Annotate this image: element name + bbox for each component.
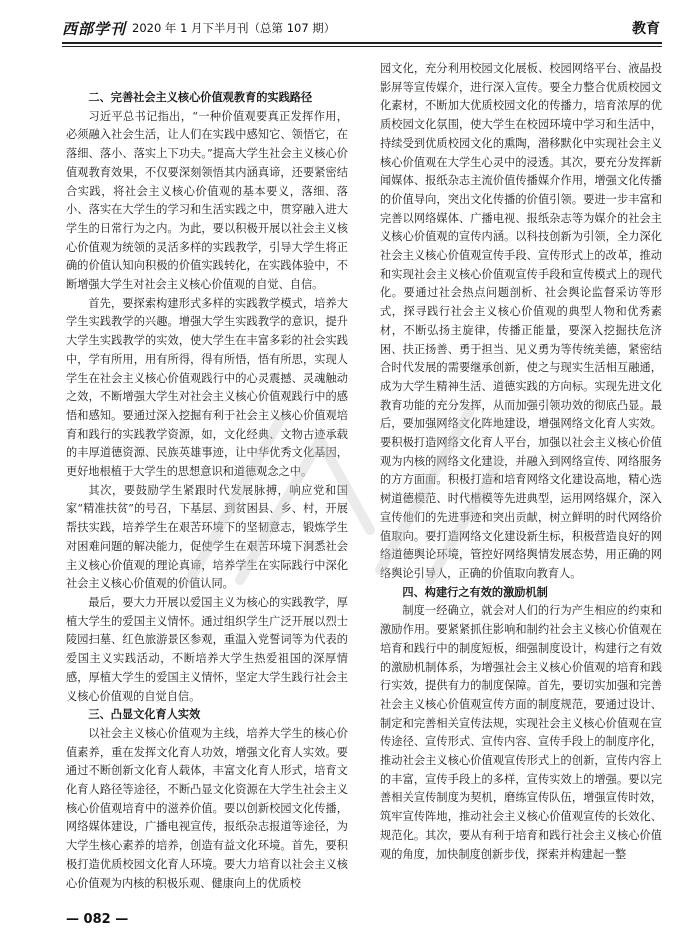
paragraph: 园文化，充分利用校园文化展板、校园网络平台、液晶投影屏等宣传媒介，进行深入宣传。要全力整合优质校园文化素材，不断加大优质校园文化的传播力，培育浓厚的优质校园文化氛围，使大学生在校园环境中学习和生活中，持续受到优质校园文化的熏陶，潜移默化中实现社会主义核心价值观在大学生心灵中的浸透。其次，要充分发挥新闻媒体、报纸杂志主流价值传播媒介作用，增强文化传播的价值导向，突出文化传播的价值引领。要进一步丰富和完善以网络媒体、广播电视、报纸杂志等为媒介的社会主义核心价值观的宣传内涵。以科技创新为引领，全力深化社会主义核心价值观宣传手段、宣传形式上的改革，推动和实现社会主义核心价值观宣传手段和宣传模式上的现代化。要通过社会热点问题剖析、社会舆论监督采访等形式，探寻践行社会主义核心价值观的典型人物和优秀素材，不断弘扬主旋律，传播正能量，要深入挖掘扶危济困、扶正扬善、勇于担当、见义勇为等传统美德，紧密结合时代发展的需要继承创新，使之与现实生活相互融通，成为大学生精神生活、道德实践的方向标。实现先进文化教育功能的充分发挥，从而加强引领功效的彻底凸显。最后，要加强网络文化阵地建设，增强网络文化育人实效。要积极打造网络文化育人平台，加强以社会主义核心价值观为内核的网络文化建设，并融入到网络宣传、网络服务的方方面面。积极打造和培育网络文化建设高地，精心选树道德模范、时代楷模等先进典型，运用网络媒介，深入宣传他们的先进事迹和突出贡献，树立鲜明的时代网络价值取向。要打造网络文化建设新生标，积极营造良好的网络道德舆论环境，管控好网络舆情发展态势，用正确的网络舆论引导人，正确的价值取向教育人。 [380, 62, 662, 580]
page-number: — 082 — [66, 912, 129, 927]
paragraph: 其次，要鼓励学生紧跟时代发展脉搏，响应党和国家“精准扶贫”的号召，下基层、到贫困县、乡、村，开展帮扶实践，培养学生在艰苦环境下的坚韧意志，锻炼学生对困难问题的解决能力，促使学生在艰苦环境下洞悉社会主义核心价值观的理论真谛，培养学生在实际践行中深化社会主义核心价值观的价值认同。 [66, 483, 348, 591]
issue-info: 2020 年 1 月下半月刊（总第 107 期） [132, 21, 336, 35]
paragraph: 以社会主义核心价值观为主线，培养大学生的核心价值素养，重在发挥文化育人功效，增强文化育人实效。要通过不断创新文化育人载体，丰富文化育人形式，培育文化育人路径等途径，不断凸显文化资源在大学生社会主义核心价值观培育中的滋养价值。要以创新校园文化传播，网络媒体建设，广播电视宣传，报纸杂志报道等途径，为大学生核心素养的培养，创造有益文化环境。首先，要积极打造优质校园文化育人环境。要大力培育以社会主义核心价值观为内核的积极乐观、健康向上的优质校 [66, 726, 348, 889]
section-heading-2: 二、完善社会主义核心价值观教育的实践路径 [88, 91, 313, 104]
running-header [62, 16, 662, 44]
section-heading-3: 三、凸显文化育人实效 [88, 708, 201, 722]
journal-logo: 西部学刊 [62, 20, 127, 38]
left-column [66, 89, 348, 889]
paragraph: 制度一经确立，就会对人们的行为产生相应的约束和激励作用。要紧紧抓住影响和制约社会主义核心价值观在培育和践行中的制度短板，细强制度设计，构建行之有效的激励机制体系，为增强社会主义核心价值观的培育和践行实效，提供有力的制度保障。首先，要切实加强和完善社会主义核心价值观宣传方面的制度规范，要通过设计、制定和完善相关宣传法规，实现社会主义核心价值观在宣传途径、宣传形式、宣传内容、宣传手段上的制度序化，推动社会主义核心价值观宣传形式上的创新，宣传内容上的丰富，宣传手段上的多样，宣传实效上的增强。要以完善相关宣传制度为契机，磨练宣传队伍，增强宣传时效，筑牢宣传阵地，推动社会主义核心价值观宣传的长效化、规范化。其次，要从有利于培育和践行社会主义核心价值观的角度，加快制度创新步伐，探索并构建起一整 [380, 604, 662, 861]
paragraph: 最后，要大力开展以爱国主义为核心的实践教学，厚植大学生的爱国主义情怀。通过组织学生广泛开展以烈士陵园扫墓、红色旅游景区参观，重温入党誓词等为代表的爱国主义实践活动，不断培养大学生热爱祖国的深厚情感，厚植大学生的爱国主义情怀，坚定大学生践行社会主义核心价值观的自觉自信。 [66, 595, 348, 703]
paragraph: 习近平总书记指出，“一种价值观要真正发挥作用，必须融入社会生活，让人们在实践中感知它、领悟它，在落细、落小、落实上下功夫。”提高大学生社会主义核心价值观教育效果，不仅要深刻领悟其内涵真谛，还要紧密结合实践，将社会主义核心价值观的基本要义，落细、落小、落实在大学生的学习和生活实践之中，贯穿融入进大学生的日常行为之内。为此，要以积极开展以社会主义核心价值观为统领的灵活多样的实践教学，引导大学生将正确的价值认知向积极的价值实践转化，在实践体验中，不断增强大学生对社会主义核心价值观的自觉、自信。 [66, 109, 348, 292]
header-rule [62, 46, 662, 47]
section-heading-4: 四、构建行之有效的激励机制 [402, 585, 548, 599]
right-column [380, 60, 662, 890]
paragraph: 首先，要探索构建形式多样的实践教学模式，培养大学生实践教学的兴趣。增强大学生实践教学的意识，提升大学生实践教学的实效，使大学生在丰富多彩的社会实践中，学有所用，用有所得，得有所悟，悟有所思，实现人学生在社会主义核心价值观践行中的心灵震撼、灵魂触动之效，不断增强大学生对社会主义核心价值观践行中的感悟和感知。要通过深入挖掘有利于社会主义核心价值观培育和践行的实践教学资源，如，文化经典、文物古迹承载的丰厚道德资源、民族英雄事迹，让中华优秀文化基因，更好地根植于大学生的思想意识和道德观念之中。 [66, 296, 348, 479]
section-tag: 教育 [632, 21, 660, 37]
